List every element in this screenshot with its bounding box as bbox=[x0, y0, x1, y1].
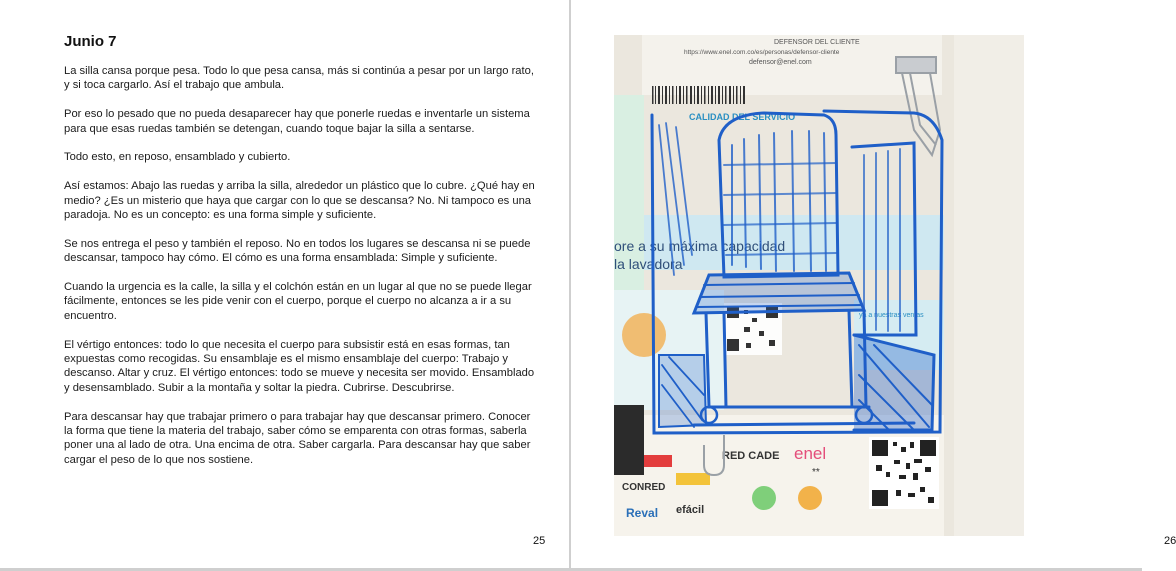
receipt-side-text: ya a nuestras ventas bbox=[859, 312, 924, 319]
paragraph: Así estamos: Abajo las ruedas y arriba la silla, alrededor un plástico que lo cubre. ¿Qué hay en medio? ¿Es un misterio que haya que cargar con lo que se descansa? No. Ni tampoco es una paradoja. No es un concepto: es una forma simple y suficiente. bbox=[64, 180, 535, 222]
receipt-defensor-url: https://www.enel.com.co/es/personas/defensor-cliente bbox=[684, 49, 840, 56]
body-text bbox=[64, 64, 538, 482]
qr-code-icon bbox=[869, 437, 939, 509]
receipt-calidad: CALIDAD DEL SERVICIO bbox=[689, 112, 796, 122]
enel-logo: enel bbox=[794, 444, 827, 463]
receipt-slogan-1: ore a su máxima capacidad bbox=[614, 238, 786, 254]
left-page bbox=[0, 0, 569, 568]
paragraph: Para descansar hay que trabajar primero o para trabajar hay que descansar primero. Conocer la forma que tiene la materia del trabajo, saber cómo se emparenta con otras formas, saberla poner una al lado de otra. Una encima de otra. Saber cargarla. Para descansar hay que saber cargar el peso de lo que nos sostiene. bbox=[64, 410, 531, 466]
page-heading: Junio 7 bbox=[64, 33, 117, 50]
receipt-slogan-2: la lavadora bbox=[614, 256, 683, 272]
paragraph: El vértigo entonces: todo lo que necesita el cuerpo para subsistir está en esas formas, tan expuestas como recogidas. Su ensamblaje es el mismo ensamblaje del cuerpo: Trabajo y descanso. Altar y cruz. El vértigo entonces: todo se mueve y necesita ser movido. Ensamblado y desensamblado. Subir a la montaña y soltar la piedra. Cubrirse. Descubrirse. bbox=[64, 338, 535, 394]
efacil-logo: efácil bbox=[676, 504, 705, 516]
paragraph: Por eso lo pesado que no pueda desaparecer hay que ponerle ruedas e inventarle un sistema para que esas ruedas también se detengan, cuando toque bajar la silla a sentarse. bbox=[64, 108, 530, 135]
page-number-right: 26 bbox=[1164, 535, 1176, 547]
conred-logo: CONRED bbox=[622, 482, 666, 493]
reval-logo: Reval bbox=[626, 506, 659, 520]
paragraph: Todo esto, en reposo, ensamblado y cubierto. bbox=[64, 151, 291, 164]
receipt-stars: ** bbox=[812, 467, 820, 478]
chair-drawing-artwork bbox=[614, 35, 1024, 536]
page-number-left: 25 bbox=[533, 535, 546, 547]
receipt-defensor-title: DEFENSOR DEL CLIENTE bbox=[774, 39, 860, 46]
paragraph: Se nos entrega el peso y también el reposo. No en todos los lugares se descansa ni se puede descansar, tampoco hay cómo. El cómo es una forma ensamblada: Simple y suficiente. bbox=[64, 237, 531, 265]
red-cade-logo: RED CADE bbox=[722, 450, 780, 462]
receipt-defensor-email: defensor@enel.com bbox=[749, 59, 812, 66]
paragraph: Cuando la urgencia es la calle, la silla y el colchón están en un lugar al que no se puede llegar fácilmente, entonces se les pide venir con el cuerpo, porque el cuerpo no alcanza a ir a su encuentro. bbox=[64, 281, 532, 322]
paragraph: La silla cansa porque pesa. Todo lo que pesa cansa, más si continúa a pesar por un largo rato, y si toca cargarlo. Así el trabajo que ambula. bbox=[64, 65, 534, 92]
